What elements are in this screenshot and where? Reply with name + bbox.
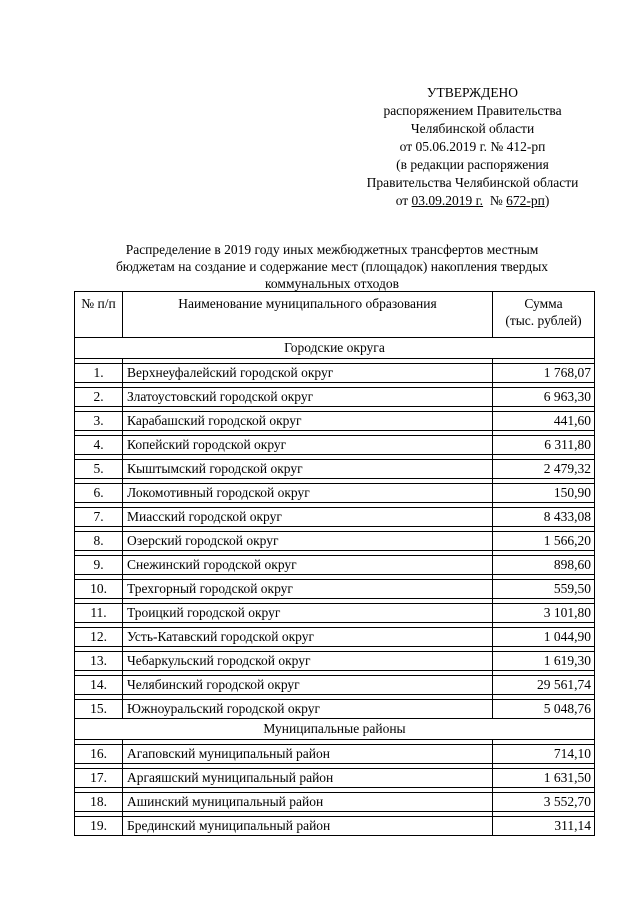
approval-stamp — [340, 84, 605, 210]
table-row — [75, 364, 595, 383]
approval-line: Правительства Челябинской области — [366, 175, 579, 190]
table-row — [75, 769, 595, 788]
municipality-name: Троицкий городской округ — [123, 604, 493, 623]
table-row — [75, 604, 595, 623]
table-row — [75, 484, 595, 503]
table-row — [75, 628, 595, 647]
row-number: 7. — [75, 508, 123, 527]
amount-value: 1 619,30 — [493, 652, 595, 671]
section-header-row — [75, 338, 595, 359]
distribution-table — [74, 291, 595, 836]
row-number: 14. — [75, 676, 123, 695]
municipality-name: Копейский городской округ — [123, 436, 493, 455]
header-name: Наименование муниципального образования — [123, 292, 493, 338]
municipality-name: Златоустовский городской округ — [123, 388, 493, 407]
section-label: Городские округа — [75, 338, 595, 359]
municipality-name: Ашинский муниципальный район — [123, 793, 493, 812]
row-number: 15. — [75, 700, 123, 719]
table-row — [75, 436, 595, 455]
amount-value: 3 101,80 — [493, 604, 595, 623]
row-number: 12. — [75, 628, 123, 647]
amount-value: 6 963,30 — [493, 388, 595, 407]
amount-value: 311,14 — [493, 817, 595, 836]
title-line: Распределение в 2019 году иных межбюджетных трансфертов местным — [125, 242, 539, 257]
amount-value: 1 768,07 — [493, 364, 595, 383]
header-sum — [493, 292, 595, 338]
title-line: коммунальных отходов — [265, 276, 399, 291]
table-row — [75, 793, 595, 812]
municipality-name: Усть-Катавский городской округ — [123, 628, 493, 647]
row-number: 3. — [75, 412, 123, 431]
amount-value: 559,50 — [493, 580, 595, 599]
table-row — [75, 460, 595, 479]
amount-value: 714,10 — [493, 745, 595, 764]
table-row — [75, 700, 595, 719]
municipality-name: Миасский городской округ — [123, 508, 493, 527]
municipality-name: Верхнеуфалейский городской округ — [123, 364, 493, 383]
row-number: 9. — [75, 556, 123, 575]
row-number: 1. — [75, 364, 123, 383]
header-num: № п/п — [75, 292, 123, 338]
amount-value: 6 311,80 — [493, 436, 595, 455]
row-number: 5. — [75, 460, 123, 479]
approval-line: от 05.06.2019 г. № 412-рп — [399, 139, 546, 154]
approval-line: распоряжением Правительства — [383, 103, 562, 118]
amount-value: 29 561,74 — [493, 676, 595, 695]
row-number: 8. — [75, 532, 123, 551]
approval-text: ) — [544, 193, 550, 208]
row-number: 11. — [75, 604, 123, 623]
table-row — [75, 508, 595, 527]
amount-value: 150,90 — [493, 484, 595, 503]
municipality-name: Агаповский муниципальный район — [123, 745, 493, 764]
table-row — [75, 532, 595, 551]
table-row — [75, 652, 595, 671]
municipality-name: Чебаркульский городской округ — [123, 652, 493, 671]
approval-line: (в редакции распоряжения — [396, 157, 549, 172]
row-number: 19. — [75, 817, 123, 836]
amount-value: 1 044,90 — [493, 628, 595, 647]
table-row — [75, 388, 595, 407]
municipality-name: Трехгорный городской округ — [123, 580, 493, 599]
row-number: 4. — [75, 436, 123, 455]
row-number: 16. — [75, 745, 123, 764]
amount-value: 1 631,50 — [493, 769, 595, 788]
amount-value: 5 048,76 — [493, 700, 595, 719]
amount-value: 441,60 — [493, 412, 595, 431]
row-number: 2. — [75, 388, 123, 407]
approval-amendment-line — [340, 192, 605, 210]
municipality-name: Озерский городской округ — [123, 532, 493, 551]
amount-value: 8 433,08 — [493, 508, 595, 527]
table-row — [75, 580, 595, 599]
amount-value: 898,60 — [493, 556, 595, 575]
table-row — [75, 745, 595, 764]
municipality-name: Кыштымский городской округ — [123, 460, 493, 479]
municipality-name: Южноуральский городской округ — [123, 700, 493, 719]
document-title — [70, 241, 594, 292]
municipality-name: Снежинский городской округ — [123, 556, 493, 575]
municipality-name: Брединский муниципальный район — [123, 817, 493, 836]
header-sum-unit: (тыс. рублей) — [505, 313, 582, 328]
municipality-name: Карабашский городской округ — [123, 412, 493, 431]
amount-value: 2 479,32 — [493, 460, 595, 479]
row-number: 18. — [75, 793, 123, 812]
approval-text: от — [395, 193, 412, 208]
amount-value: 3 552,70 — [493, 793, 595, 812]
section-header-row — [75, 719, 595, 740]
municipality-name: Аргаяшский муниципальный район — [123, 769, 493, 788]
approval-heading: УТВЕРЖДЕНО — [426, 85, 519, 100]
section-label: Муниципальные районы — [75, 719, 595, 740]
header-sum-line: Сумма — [524, 296, 563, 311]
row-number: 10. — [75, 580, 123, 599]
municipality-name: Локомотивный городской округ — [123, 484, 493, 503]
title-line: бюджетам на создание и содержание мест (площадок) накопления твердых — [115, 259, 549, 274]
row-number: 17. — [75, 769, 123, 788]
table-row — [75, 412, 595, 431]
municipality-name: Челябинский городской округ — [123, 676, 493, 695]
table-header-row — [75, 292, 595, 338]
table-row — [75, 676, 595, 695]
row-number: 6. — [75, 484, 123, 503]
row-number: 13. — [75, 652, 123, 671]
table-row — [75, 556, 595, 575]
amendment-date: 03.09.2019 г. — [411, 193, 484, 208]
approval-text: № — [483, 193, 507, 208]
approval-line: Челябинской области — [410, 121, 535, 136]
amount-value: 1 566,20 — [493, 532, 595, 551]
amendment-number: 672-рп — [506, 193, 545, 208]
table-row — [75, 817, 595, 836]
